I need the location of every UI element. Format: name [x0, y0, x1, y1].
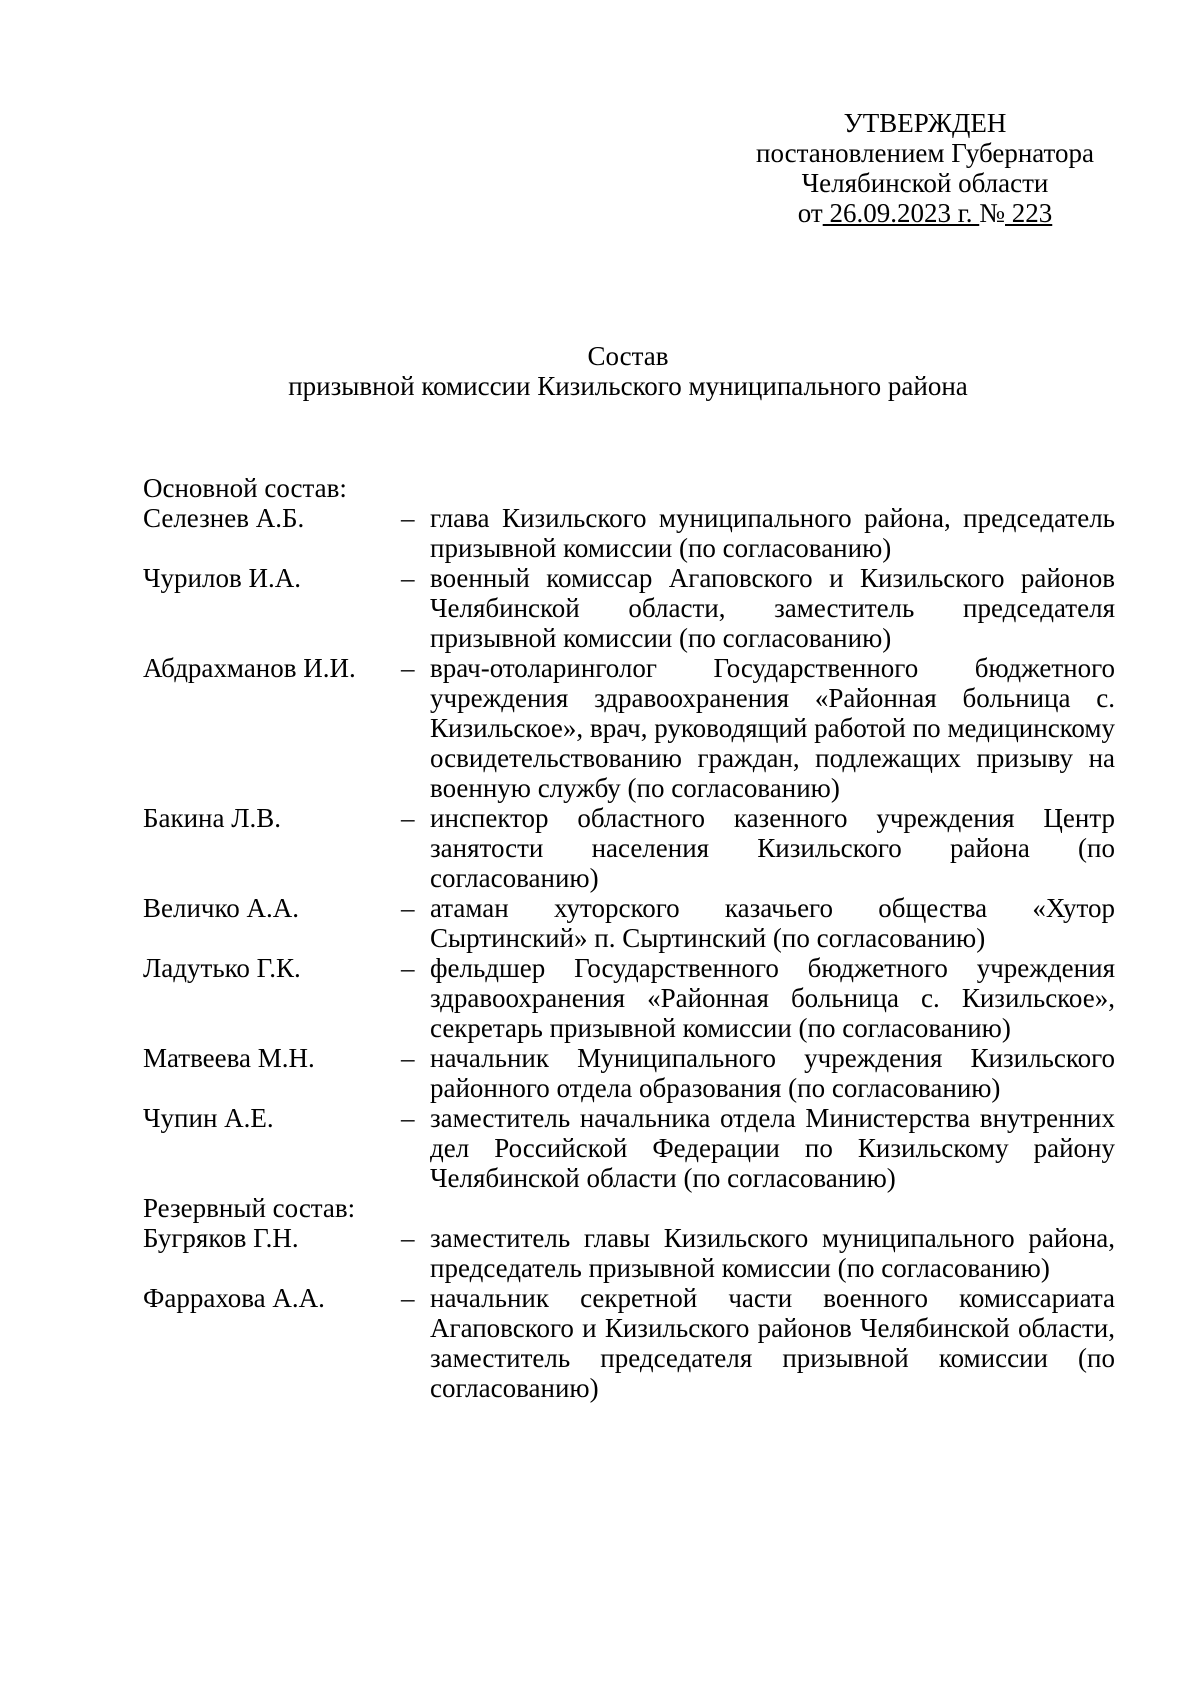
member-name: Ладутько Г.К.: [143, 953, 301, 983]
member-position: заместитель начальника отдела Министерства внутренних дел Российской Федерации по Кизильскому району Челябинской области (по согласованию): [430, 1103, 1115, 1193]
member-position: заместитель главы Кизильского муниципального района, председатель призывной комиссии (по согласованию): [430, 1223, 1115, 1283]
member-position: фельдшер Государственного бюджетного учреждения здравоохранения «Районная больница с. Кизильское», секретарь призывной комиссии (по согласованию): [430, 953, 1115, 1043]
approval-date-number: [740, 198, 1110, 228]
member-position: атаман хуторского казачьего общества «Хутор Сыртинский» п. Сыртинский (по согласованию): [430, 893, 1115, 953]
member-dash: –: [401, 1043, 415, 1073]
member-row: [143, 503, 1115, 563]
approval-region: Челябинской области: [801, 168, 1049, 198]
member-row: [143, 1223, 1115, 1283]
title-line-2: призывной комиссии Кизильского муниципального района: [288, 371, 968, 401]
member-row: [143, 1103, 1115, 1193]
member-row: [143, 803, 1115, 893]
member-name: Селезнев А.Б.: [143, 503, 305, 533]
member-row: [143, 893, 1115, 953]
commission-list: [143, 473, 1115, 1403]
member-name: Чупин А.Е.: [143, 1103, 274, 1133]
member-dash: –: [401, 1103, 415, 1133]
member-position: глава Кизильского муниципального района, председатель призывной комиссии (по согласованию): [430, 503, 1115, 563]
main-section-heading: Основной состав:: [143, 473, 347, 503]
member-row: [143, 653, 1115, 803]
member-dash: –: [401, 1283, 415, 1313]
member-name: Матвеева М.Н.: [143, 1043, 315, 1073]
member-name: Бугряков Г.Н.: [143, 1223, 299, 1253]
member-name: Бакина Л.В.: [143, 803, 282, 833]
approval-heading: УТВЕРЖДЕН: [843, 108, 1007, 138]
member-row: [143, 953, 1115, 1043]
member-row: [143, 1043, 1115, 1103]
document-title: [132, 341, 1124, 401]
member-dash: –: [401, 803, 415, 833]
reserve-section-heading: Резервный состав:: [143, 1193, 356, 1223]
member-dash: –: [401, 653, 415, 683]
member-row: [143, 563, 1115, 653]
member-row: [143, 1283, 1115, 1403]
member-position: военный комиссар Агаповского и Кизильского районов Челябинской области, заместитель председателя призывной комиссии (по согласованию): [430, 563, 1115, 653]
member-dash: –: [401, 893, 415, 923]
member-name: Величко А.А.: [143, 893, 299, 923]
member-position: начальник Муниципального учреждения Кизильского районного отдела образования (по согласованию): [430, 1043, 1115, 1103]
member-name: Чурилов И.А.: [143, 563, 301, 593]
decree-date: 26.09.2023 г.: [822, 198, 980, 228]
number-prefix: №: [979, 198, 1005, 228]
decree-number: 223: [1005, 198, 1053, 228]
member-dash: –: [401, 563, 415, 593]
approval-decree: постановлением Губернатора: [756, 138, 1094, 168]
date-prefix: от: [797, 198, 823, 228]
member-position: инспектор областного казенного учреждения Центр занятости населения Кизильского района (по согласованию): [430, 803, 1115, 893]
member-dash: –: [401, 1223, 415, 1253]
member-position: начальник секретной части военного комиссариата Агаповского и Кизильского районов Челябинской области, заместитель председателя призывной комиссии (по согласованию): [430, 1283, 1115, 1403]
member-position: врач-отоларинголог Государственного бюджетного учреждения здравоохранения «Районная больница с. Кизильское», врач, руководящий работой по медицинскому освидетельствованию граждан, подлежащих призыву на военную службу (по согласованию): [430, 653, 1115, 803]
approval-stamp: [740, 108, 1110, 228]
member-dash: –: [401, 503, 415, 533]
member-name: Абдрахманов И.И.: [143, 653, 356, 683]
member-dash: –: [401, 953, 415, 983]
title-line-1: Состав: [587, 341, 669, 371]
member-name: Фаррахова А.А.: [143, 1283, 325, 1313]
